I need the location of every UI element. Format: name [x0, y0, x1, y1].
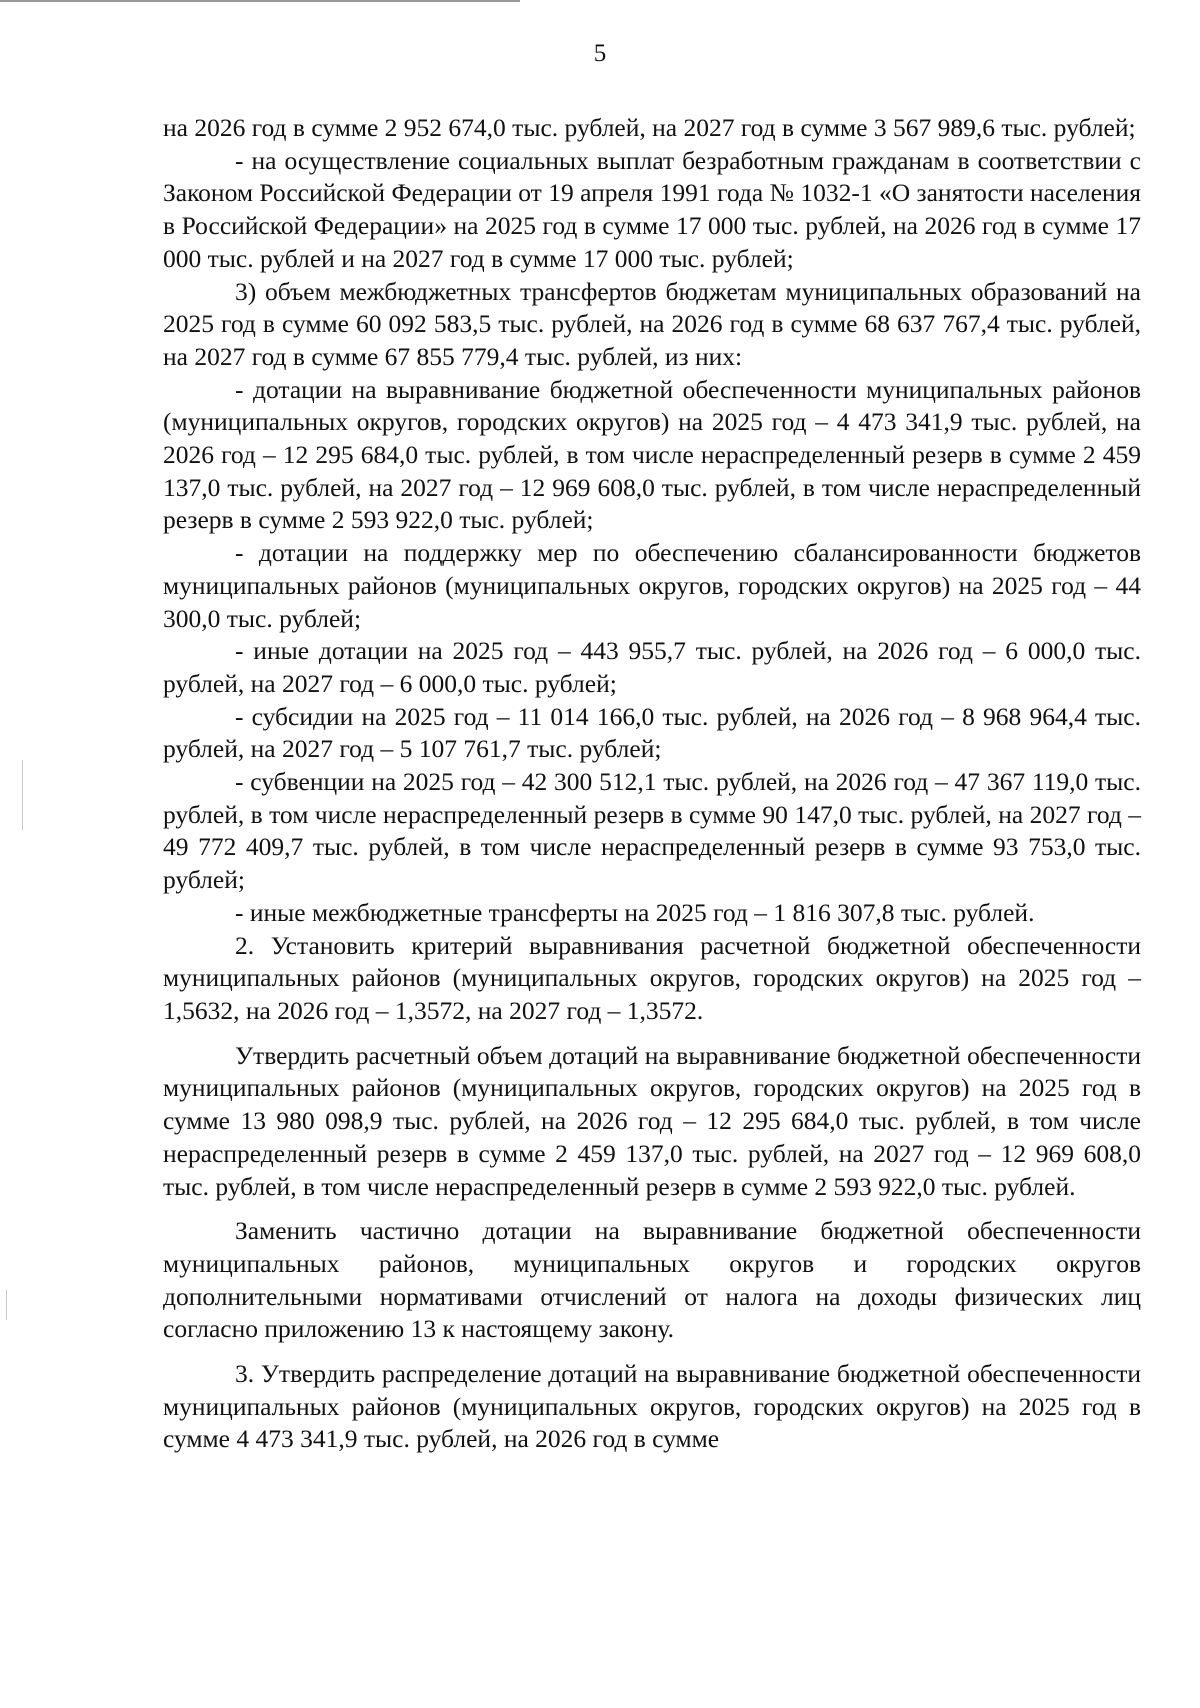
scan-artifact-left-lower: [6, 1290, 7, 1320]
paragraph-other-transfers: - иные межбюджетные трансферты на 2025 год – 1 816 307,8 тыс. рублей.: [235, 897, 1035, 927]
paragraph-interbudget-transfers: 3) объем межбюджетных трансфертов бюджетам муниципальных образований на 2025 год в сумме 60 092 583,5 тыс. рублей, на 2026 год в сумме 68 637 767,4 тыс. рублей, на 2027 год в сумме 67 855 779,4 тыс. рублей, из них:: [163, 276, 1141, 371]
paragraph-other-grants: - иные дотации на 2025 год – 443 955,7 тыс. рублей, на 2026 год – 6 000,0 тыс. рублей, на 2027 год – 6 000,0 тыс. рублей;: [163, 636, 1141, 698]
paragraph-subventions: - субвенции на 2025 год – 42 300 512,1 тыс. рублей, на 2026 год – 47 367 119,0 тыс. рублей, в том числе нераспределенный резерв в сумме 90 147,0 тыс. рублей, на 2027 год – 49 772 409,7 тыс. рублей, в том числе нераспределенный резерв в сумме 93 753,0 тыс. рублей;: [163, 767, 1141, 895]
paragraph-replace-grants: Заменить частично дотации на выравнивание бюджетной обеспеченности муниципальных районов, муниципальных округов и городских округов дополнительными нормативами отчислений от налога на доходы физических лиц согласно приложению 13 к настоящему закону.: [163, 1216, 1141, 1344]
page-number: 5: [593, 40, 607, 67]
paragraph-equalization-criterion: 2. Установить критерий выравнивания расчетной бюджетной обеспеченности муниципальных районов (муниципальных округов, городских округов) на 2025 год – 1,5632, на 2026 год – 1,3572, на 2027 год – 1,3572.: [163, 930, 1141, 1025]
scan-edge-line: [0, 0, 520, 2]
scan-artifact-left: [22, 760, 23, 830]
paragraph-subsidies: - субсидии на 2025 год – 11 014 166,0 тыс. рублей, на 2026 год – 8 968 964,4 тыс. рублей, на 2027 год – 5 107 761,7 тыс. рублей;: [163, 701, 1141, 764]
paragraph-unemployment-payments: - на осуществление социальных выплат безработным гражданам в соответствии с Законом Российской Федерации от 19 апреля 1991 года № 1032-1 «О занятости населения в Российской Федерации» на 2025 год в сумме 17 000 тыс. рублей, на 2026 год в сумме 17 000 тыс. рублей и на 2027 год в сумме 17 000 тыс. рублей;: [163, 145, 1141, 273]
paragraph-grant-distribution: 3. Утвердить распределение дотаций на выравнивание бюджетной обеспеченности муниципальных районов (муниципальных округов, городских округов) на 2025 год в сумме 4 473 341,9 тыс. рублей, на 2026 год в сумме: [163, 1359, 1141, 1454]
paragraph-balance-grants: - дотации на поддержку мер по обеспечению сбалансированности бюджетов муниципальных районов (муниципальных округов, городских округов) на 2025 год – 44 300,0 тыс. рублей;: [163, 538, 1141, 633]
paragraph-equalization-grants: - дотации на выравнивание бюджетной обеспеченности муниципальных районов (муниципальных округов, городских округов) на 2025 год – 4 473 341,9 тыс. рублей, на 2026 год – 12 295 684,0 тыс. рублей, в том числе нераспределенный резерв в сумме 2 459 137,0 тыс. рублей, на 2027 год – 12 969 608,0 тыс. рублей, в том числе нераспределенный резерв в сумме 2 593 922,0 тыс. рублей;: [163, 374, 1141, 535]
paragraph-continuation: на 2026 год в сумме 2 952 674,0 тыс. рублей, на 2027 год в сумме 3 567 989,6 тыс. рублей;: [163, 113, 1136, 142]
paragraph-estimated-grants: Утвердить расчетный объем дотаций на выравнивание бюджетной обеспеченности муниципальных районов (муниципальных округов, городских округов) на 2025 год в сумме 13 980 098,9 тыс. рублей, на 2026 год – 12 295 684,0 тыс. рублей, в том числе нераспределенный резерв в сумме 2 459 137,0 тыс. рублей, на 2027 год – 12 969 608,0 тыс. рублей, в том числе нераспределенный резерв в сумме 2 593 922,0 тыс. рублей.: [163, 1040, 1141, 1201]
document-body: [163, 112, 1141, 1456]
